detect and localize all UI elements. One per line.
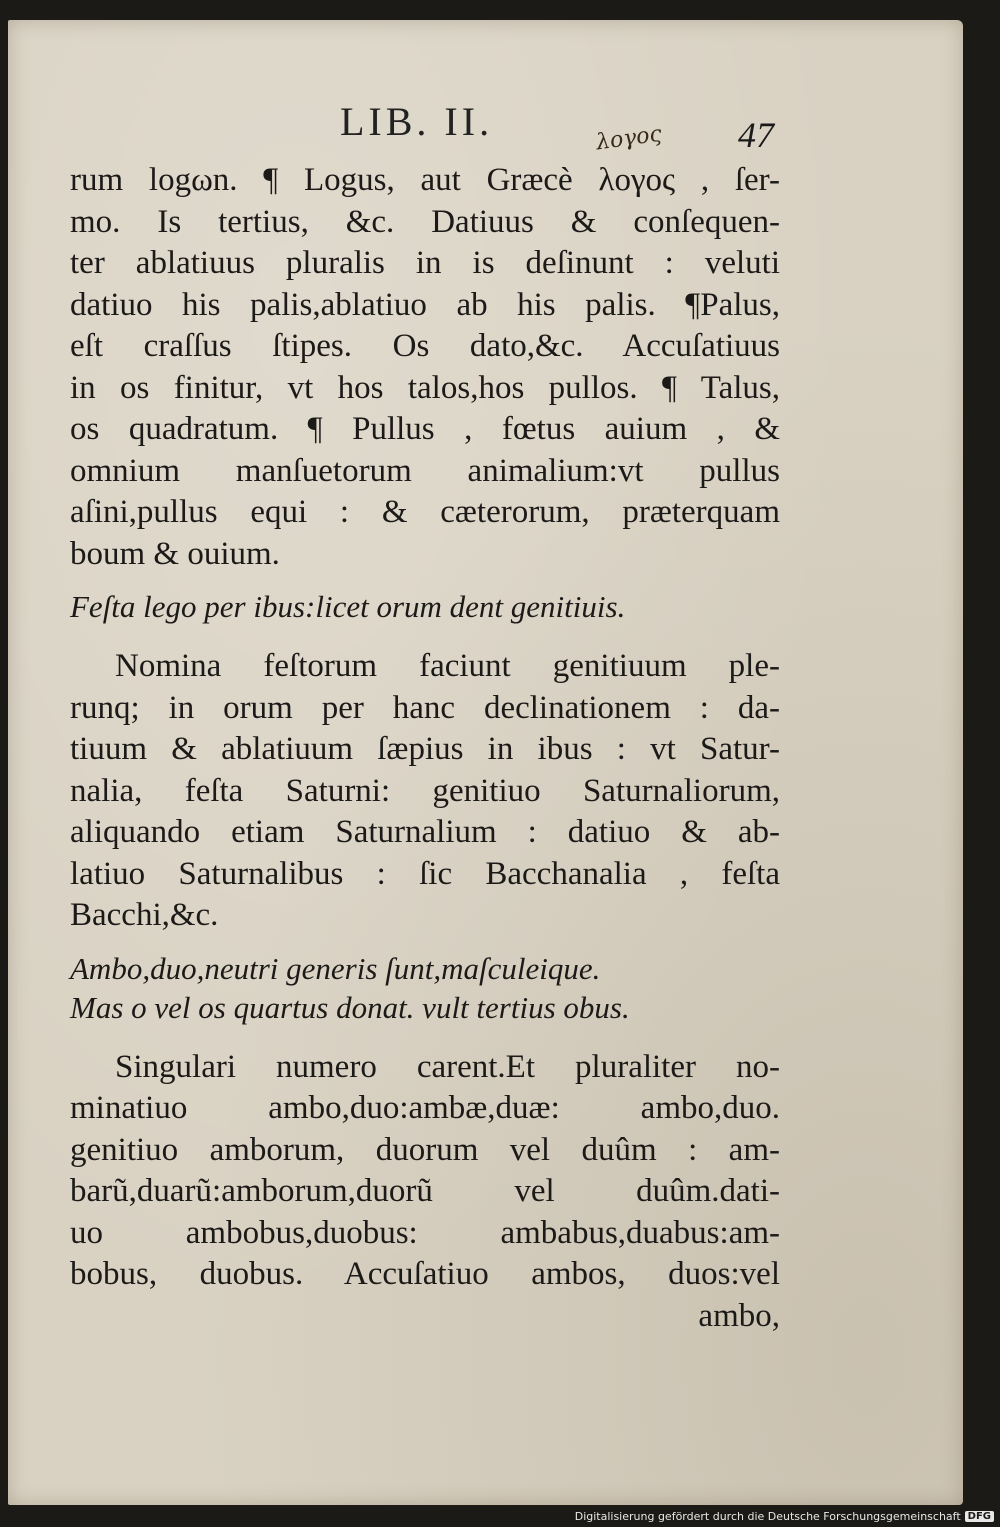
credit-text: Digitalisierung gefördert durch die Deutsche Forschungsgemeinschaft [574, 1510, 961, 1523]
page-number: 47 [738, 115, 774, 155]
text-line: latiuo Saturnalibus : ſic Bacchanalia , feſta [70, 855, 780, 892]
text-line: bobus, duobus. Accuſatiuo ambos, duos:vel [70, 1256, 780, 1292]
text-line: omnium manſuetorum animalium:vt pullus [70, 452, 780, 489]
text-line: Bacchi,&c. [70, 897, 219, 933]
running-head: LIB. II. [340, 99, 494, 144]
text-line: nalia, feſta Saturni: genitiuo Saturnaliorum, [70, 772, 780, 809]
paragraph-2 [70, 646, 780, 937]
digitization-credit [575, 1510, 994, 1523]
text-line: datiuo his palis,ablatiuo ab his palis. ¶Palus, [70, 286, 780, 323]
text-line: Nomina feſtorum faciunt genitiuum ple- [115, 648, 780, 684]
text-line: eſt craſſus ſtipes. Os dato,&c. Accuſatiuus [70, 328, 780, 364]
handwritten-annotation: λογος [594, 121, 664, 156]
verse-line: Ambo,duo,neutri generis ſunt,maſculeique. [70, 950, 601, 986]
verse-line: Feſta lego per ibus:licet orum dent genitiuis. [70, 589, 626, 624]
text-line: mo. Is tertius, &c. Datiuus & conſequen- [70, 203, 780, 240]
text-line: tiuum & ablatiuum ſæpius in ibus : vt Satur- [70, 731, 780, 767]
text-line: os quadratum. ¶ Pullus , fœtus auium , & [70, 411, 780, 447]
text-line: barũ,duarũ:amborum,duorũ vel duûm.dati- [70, 1173, 780, 1209]
text-line: ter ablatiuus pluralis in is deſinunt : veluti [70, 245, 780, 281]
text-line: boum & ouium. [70, 535, 280, 572]
verse-1 [70, 587, 780, 626]
text-line: in os finitur, vt hos talos,hos pullos. ¶ Talus, [70, 369, 780, 406]
text-line: Singulari numero carent.Et pluraliter no- [115, 1048, 780, 1085]
dfg-logo-icon: DFG [965, 1511, 994, 1522]
text-line: uo ambobus,duobus: ambabus,duabus:am- [70, 1214, 780, 1251]
verse-line: Mas o vel os quartus donat. vult tertius obus. [70, 989, 630, 1025]
verse-2 [70, 949, 780, 1027]
catchword: ambo, [698, 1297, 780, 1334]
paragraph-1 [70, 160, 780, 575]
page-header [340, 98, 774, 155]
text-body [70, 160, 780, 1337]
text-line: minatiuo ambo,duo:ambæ,duæ: ambo,duo. [70, 1090, 780, 1126]
text-line: aliquando etiam Saturnalium : datiuo & ab- [70, 814, 780, 850]
text-line: genitiuo amborum, duorum vel duûm : am- [70, 1131, 780, 1168]
text-line: runq; in orum per hanc declinationem : da- [70, 689, 780, 726]
text-line: aſini,pullus equi : & cæterorum, præterquam [70, 494, 780, 530]
text-line: rum logωn. ¶ Logus, aut Græcè λογος , ſer- [70, 162, 780, 198]
paragraph-3 [70, 1047, 780, 1338]
